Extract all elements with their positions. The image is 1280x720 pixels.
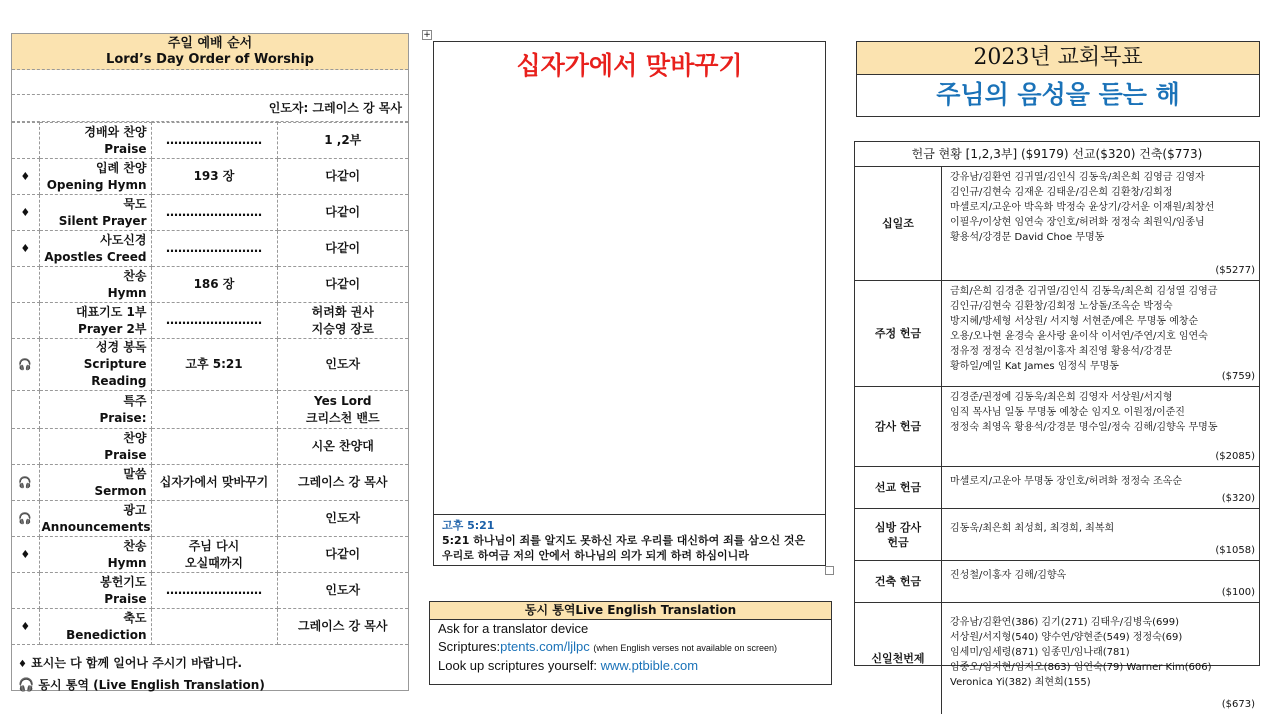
offering-category: 십일조 bbox=[855, 167, 942, 280]
worship-row bbox=[12, 501, 408, 537]
note-stand-text: 표시는 다 함께 일어나 주시기 바랍니다. bbox=[31, 656, 243, 670]
headphone-icon: 🎧 bbox=[18, 678, 35, 693]
order-item-name-ko: 묵도 bbox=[123, 196, 147, 211]
order-item-name-ko: 축도 bbox=[123, 610, 147, 625]
note-stand bbox=[18, 653, 408, 675]
order-item-name-en: Benediction bbox=[66, 627, 147, 642]
offering-header: 헌금 현황 [1,2,3부] ($9179) 선교($320) 건축($773) bbox=[855, 142, 1259, 167]
translation-header: 동시 통역Live English Translation bbox=[430, 602, 831, 620]
order-item-person: 다같이 bbox=[277, 267, 408, 303]
worship-row bbox=[12, 231, 408, 267]
offering-amount: ($2085) bbox=[1215, 451, 1255, 462]
offering-names bbox=[942, 509, 1259, 560]
marker-cell bbox=[12, 391, 39, 429]
order-item-name bbox=[39, 123, 151, 159]
note-headphone bbox=[18, 675, 408, 696]
standing-person-icon: ♦ bbox=[18, 659, 27, 670]
offering-names-text: 강유남/김환연(386) 김기(271) 김태우/김병욱(699) 서상원/서지형(540) 양수연/양현준(549) 정정숙(69) 임세미/임세령(871) 임종민/임나래(781) 임종오/임지현/임지오(863) 임연숙(79) Warner Kim(606) Veronica Yi(382) 최현희(155) bbox=[950, 616, 1212, 688]
offering-names-text: 마셀로지/고운아 무명동 장인호/허려화 정정숙 조옥순 bbox=[950, 475, 1182, 487]
order-item-name-en: Praise bbox=[104, 447, 147, 462]
offering-names-text: 금희/은희 김경춘 김귀열/김인식 김동욱/최은희 김성열 김영금 김인규/김현숙 김환창/김회정 노상돌/조옥순 박정숙 방지혜/방세형 서상원/ 서지형 서현준/예은 무명동 예창순 오용/오나현 윤경숙 윤사랑 윤이삭 이서연/주연/지호 임연숙 정유정 정정숙 진성철/이홍자 최진영 황용석/강경문 황하일/예일 Kat James 임정식 무명동 bbox=[950, 286, 1218, 372]
order-item-name-en: Announcements bbox=[41, 519, 151, 534]
translation-line2 bbox=[430, 638, 831, 657]
order-item-detail: …………………… bbox=[151, 123, 277, 159]
offering-amount: ($100) bbox=[1221, 587, 1255, 598]
offering-amount: ($1058) bbox=[1215, 545, 1255, 556]
scripture-verse bbox=[434, 514, 825, 566]
headphone-icon: 🎧 bbox=[12, 339, 39, 391]
worship-notes bbox=[12, 645, 408, 696]
offering-names bbox=[942, 281, 1259, 386]
standing-person-icon: ♦ bbox=[12, 195, 39, 231]
scriptures-link[interactable]: ptents.com/ljlpc bbox=[500, 639, 590, 654]
order-item-name-ko: 성경 봉독 bbox=[95, 340, 147, 354]
headphone-icon: 🎧 bbox=[12, 465, 39, 501]
verse-reference: 고후 5:21 bbox=[442, 519, 495, 532]
offering-names-text: 강유남/김환연 김귀열/김인식 김동욱/최은희 김영금 김영자 김인규/김현숙 김재운 김태운/김은희 김환창/김회정 마셀로지/고운아 박옥화 박정숙 윤상기/강서운 이재원/최창선 이필우/이상현 임연숙 장인호/허려화 정정숙 최원익/임종님 황용석/강경문 David Choe 무명동 bbox=[950, 172, 1215, 243]
order-item-name bbox=[39, 159, 151, 195]
order-item-name-en: Scripture Reading bbox=[83, 357, 147, 388]
offering-names-text: 진성철/이홍자 김해/김향옥 bbox=[950, 569, 1067, 581]
offering-names bbox=[942, 603, 1259, 714]
offering-category: 심방 감사 헌금 bbox=[855, 509, 942, 560]
order-item-name-en: Apostles Creed bbox=[44, 249, 147, 264]
order-item-person: Yes Lord 크리스천 밴드 bbox=[277, 391, 408, 429]
offering-row bbox=[855, 561, 1259, 603]
note-headphone-text: 동시 통역 (Live English Translation) bbox=[38, 678, 265, 692]
order-item-person: 인도자 bbox=[277, 573, 408, 609]
order-item-person: 1 ,2부 bbox=[277, 123, 408, 159]
order-item-name bbox=[39, 609, 151, 645]
offering-amount: ($673) bbox=[1221, 699, 1255, 710]
order-item-name-en: Praise bbox=[104, 591, 147, 606]
worship-row bbox=[12, 429, 408, 465]
worship-row bbox=[12, 339, 408, 391]
offering-row bbox=[855, 467, 1259, 509]
worship-header bbox=[12, 34, 408, 70]
order-item-person: 다같이 bbox=[277, 537, 408, 573]
order-item-detail: 십자가에서 맞바꾸기 bbox=[151, 465, 277, 501]
order-item-person: 다같이 bbox=[277, 159, 408, 195]
standing-person-icon: ♦ bbox=[12, 537, 39, 573]
offering-row bbox=[855, 509, 1259, 561]
worship-row bbox=[12, 573, 408, 609]
offering-row bbox=[855, 387, 1259, 467]
worship-row bbox=[12, 159, 408, 195]
order-item-name-ko: 찬송 bbox=[123, 268, 147, 283]
order-item-name-ko: 특주 bbox=[123, 393, 147, 408]
worship-row bbox=[12, 391, 408, 429]
offering-category: 주정 헌금 bbox=[855, 281, 942, 386]
order-item-person: 인도자 bbox=[277, 501, 408, 537]
worship-title-ko: 주일 예배 순서 bbox=[167, 36, 253, 51]
order-item-name-ko: 찬송 bbox=[123, 538, 147, 553]
order-item-name-ko: 경배와 찬양 bbox=[84, 124, 147, 139]
worship-leader: 인도자: 그레이스 강 목사 bbox=[12, 95, 408, 122]
offering-names-text: 김동욱/최은희 최성희, 최경희, 최복희 bbox=[950, 522, 1115, 534]
order-item-name-en: Praise bbox=[104, 141, 147, 156]
order-item-person: 그레이스 강 목사 bbox=[277, 465, 408, 501]
order-of-worship-panel bbox=[11, 33, 409, 691]
offering-names bbox=[942, 467, 1259, 508]
order-item-detail bbox=[151, 609, 277, 645]
order-item-name-ko: 사도신경 bbox=[100, 232, 147, 247]
scriptures-label: Scriptures: bbox=[438, 639, 501, 654]
offering-names bbox=[942, 387, 1259, 466]
standing-person-icon: ♦ bbox=[12, 159, 39, 195]
order-item-detail bbox=[151, 391, 277, 429]
order-item-name bbox=[39, 391, 151, 429]
order-item-name-ko: 대표기도 1부 bbox=[76, 304, 147, 319]
offering-row bbox=[855, 167, 1259, 281]
standing-person-icon: ♦ bbox=[12, 609, 39, 645]
worship-blank-row bbox=[12, 70, 408, 95]
marker-cell bbox=[12, 303, 39, 339]
order-item-name bbox=[39, 303, 151, 339]
order-item-name-en: Hymn bbox=[107, 285, 147, 300]
order-item-name bbox=[39, 501, 151, 537]
order-item-name-ko: 말씀 bbox=[123, 466, 147, 481]
standing-person-icon: ♦ bbox=[12, 231, 39, 267]
order-item-name-en: Praise: bbox=[99, 410, 147, 425]
headphone-icon: 🎧 bbox=[12, 501, 39, 537]
sermon-slide bbox=[433, 41, 826, 566]
offering-row bbox=[855, 603, 1259, 714]
order-item-person: 다같이 bbox=[277, 195, 408, 231]
worship-row bbox=[12, 267, 408, 303]
offering-names-text: 김경준/권정예 김동욱/최은희 김영자 서상원/서지형 임직 목사님 일동 무명동 예창순 임지오 이원정/이준진 정정숙 최영옥 황용석/강경문 명수일/정숙 김해/김향옥 무명동 bbox=[950, 392, 1218, 433]
worship-row bbox=[12, 123, 408, 159]
translation-line1: Ask for a translator device bbox=[438, 621, 589, 636]
order-item-name-ko: 광고 bbox=[123, 502, 147, 517]
marker-cell bbox=[12, 573, 39, 609]
worship-row bbox=[12, 465, 408, 501]
order-item-name bbox=[39, 267, 151, 303]
order-item-person: 허려화 권사 지승영 장로 bbox=[277, 303, 408, 339]
offering-amount: ($320) bbox=[1221, 493, 1255, 504]
offering-names bbox=[942, 561, 1259, 602]
offering-category: 감사 헌금 bbox=[855, 387, 942, 466]
order-item-detail: 고후 5:21 bbox=[151, 339, 277, 391]
offering-category: 신일천번제 bbox=[855, 603, 942, 714]
order-item-name bbox=[39, 429, 151, 465]
scriptures-note: (when English verses not available on screen) bbox=[593, 643, 777, 653]
order-item-detail bbox=[151, 429, 277, 465]
lookup-label: Look up scriptures yourself: bbox=[438, 658, 601, 673]
translation-box bbox=[429, 601, 832, 685]
order-item-detail: …………………… bbox=[151, 573, 277, 609]
translation-line3 bbox=[430, 657, 831, 675]
offering-amount: ($759) bbox=[1221, 371, 1255, 382]
order-item-name-en: Prayer 2부 bbox=[78, 321, 147, 336]
resize-handle[interactable] bbox=[825, 566, 834, 575]
offering-category: 건축 헌금 bbox=[855, 561, 942, 602]
order-item-person: 다같이 bbox=[277, 231, 408, 267]
worship-row bbox=[12, 537, 408, 573]
order-item-name-ko: 찬양 bbox=[123, 430, 147, 445]
offering-category: 선교 헌금 bbox=[855, 467, 942, 508]
move-handle-icon[interactable]: + bbox=[423, 30, 431, 40]
bible-link[interactable]: www.ptbible.com bbox=[600, 658, 699, 673]
order-item-detail: …………………… bbox=[151, 303, 277, 339]
marker-cell bbox=[12, 267, 39, 303]
order-item-detail: 186 장 bbox=[151, 267, 277, 303]
order-item-name bbox=[39, 339, 151, 391]
marker-cell bbox=[12, 429, 39, 465]
worship-title-en: Lord’s Day Order of Worship bbox=[106, 52, 314, 67]
order-item-name-en: Silent Prayer bbox=[58, 213, 147, 228]
verse-text: 5:21 하나님이 죄를 알지도 못하신 자로 우리를 대신하여 죄를 삼으신 것은 우리로 하여금 저의 안에서 하나님의 의가 되게 하려 하심이니라 bbox=[442, 534, 806, 562]
worship-row bbox=[12, 195, 408, 231]
offering-table bbox=[854, 141, 1260, 710]
church-goal-year: 2023년 교회목표 bbox=[856, 41, 1260, 75]
order-item-name-en: Opening Hymn bbox=[46, 177, 147, 192]
order-item-name-ko: 입례 찬양 bbox=[95, 160, 147, 175]
order-item-detail: …………………… bbox=[151, 195, 277, 231]
worship-order-table bbox=[12, 122, 408, 645]
marker-cell bbox=[12, 123, 39, 159]
offering-amount: ($5277) bbox=[1215, 265, 1255, 276]
order-item-detail: …………………… bbox=[151, 231, 277, 267]
worship-row bbox=[12, 609, 408, 645]
sermon-title: 십자가에서 맞바꾸기 bbox=[516, 51, 743, 80]
order-item-detail: 주님 다시 오실때까지 bbox=[151, 537, 277, 573]
worship-row bbox=[12, 303, 408, 339]
order-item-person: 인도자 bbox=[277, 339, 408, 391]
order-item-name bbox=[39, 195, 151, 231]
order-item-detail: 193 장 bbox=[151, 159, 277, 195]
church-goal-theme: 주님의 음성을 듣는 해 bbox=[856, 74, 1260, 117]
order-item-name bbox=[39, 465, 151, 501]
order-item-name bbox=[39, 573, 151, 609]
order-item-name-en: Sermon bbox=[94, 483, 147, 498]
order-item-name-ko: 봉헌기도 bbox=[100, 574, 147, 589]
order-item-name bbox=[39, 537, 151, 573]
order-item-detail bbox=[151, 501, 277, 537]
offering-row bbox=[855, 281, 1259, 387]
order-item-person: 그레이스 강 목사 bbox=[277, 609, 408, 645]
offering-names bbox=[942, 167, 1259, 280]
order-item-person: 시온 찬양대 bbox=[277, 429, 408, 465]
order-item-name-en: Hymn bbox=[107, 555, 147, 570]
order-item-name bbox=[39, 231, 151, 267]
